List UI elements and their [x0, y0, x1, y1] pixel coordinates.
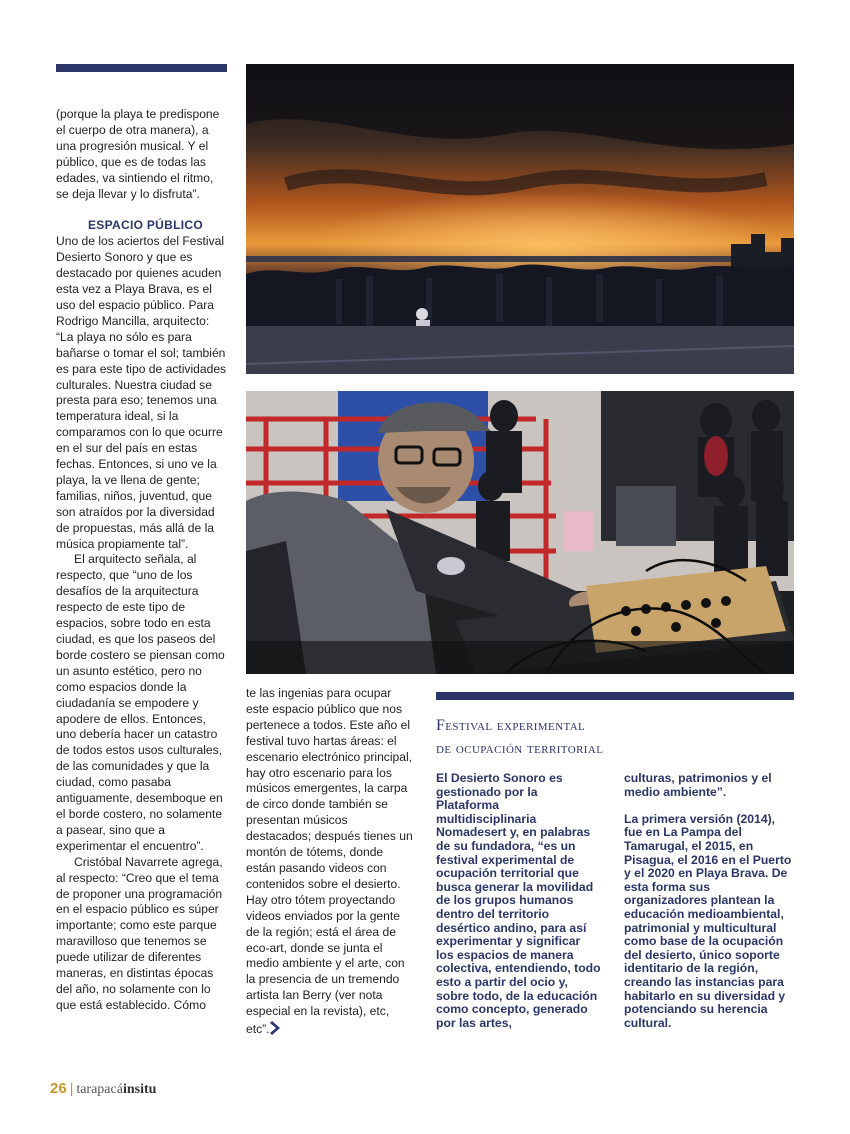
top-accent-bar — [56, 64, 227, 72]
footer-separator: | — [69, 1080, 74, 1096]
article-column-2 — [246, 686, 416, 1038]
sidebar-accent-bar — [436, 692, 794, 700]
article-column-1 — [56, 107, 228, 1014]
sidebar-left-text: El Desierto Sonoro es gestionado por la Plataforma multidisciplinaria Nomadesert y, en palabras de su fundadora, “es un festival experimental de ocupación territorial que busca generar la movilidad de los grupos humanos dentro del territorio desértico andino, para así experimentar y significar los espacios de manera colectiva, entendiendo, todo esto a partir del ocio y, sobre todo, de la educación como concepto, generado por las artes, — [436, 771, 601, 1030]
sidebar-column-right — [624, 772, 794, 1030]
page-number: 26 — [50, 1080, 67, 1097]
col1-paragraph-4: Cristóbal Navarrete agrega, al respecto: “Creo que el tema de proponer una programación en el espacio público es súper importante; como este parque maravilloso que tenemos se puede utilizar de diferentes maneras, en distintas épocas del año, no solamente con lo que está establecido. Cómo — [56, 854, 223, 1012]
magazine-name-part-1: tarapacá — [76, 1082, 123, 1097]
section-subhead-espacio-publico: ESPACIO PÚBLICO — [88, 218, 203, 233]
magazine-name — [76, 1082, 156, 1097]
col1-paragraph-1: (porque la playa te predispone el cuerpo de otra manera), a una progresión musical. Y el público, que es de todas las edades, va sintiendo el ritmo, se deja llevar y lo disfruta”. — [56, 107, 220, 201]
sidebar-title — [436, 714, 796, 760]
chevron-right-icon — [270, 1020, 284, 1036]
col2-paragraph-1 — [246, 686, 416, 1038]
col1-paragraph-2: Uno de los aciertos del Festival Desierto Sonoro y que es destacado por quienes acuden esta vez a Playa Brava, es el uso del espacio público. Para Rodrigo Mancilla, arquitecto: “La playa no sólo es para bañarse o tomar el sol; también es para este tipo de actividades culturales. Nuestra ciudad se presta para eso; tenemos una temperatura ideal, si la comparamos con lo que ocurre en el sur del país en estas fechas. Entonces, si uno ve la playa, la ve llena de gente; familias, niños, juventud, que son atraídos por la diversidad de propuestas, más allá de la música propiamente tal”. — [56, 234, 227, 551]
photo-sunset-crowd — [246, 64, 794, 374]
sidebar-right-paragraph-1: culturas, patrimonios y el medio ambiente”. — [624, 771, 772, 799]
magazine-name-part-2: insitu — [122, 1082, 157, 1097]
page-footer — [50, 1080, 156, 1098]
col2-paragraph-1-text: te las ingenias para ocupar este espacio público que nos pertenece a todos. Este año el festival tuvo hartas áreas: el escenario electrónico principal, hay otro escenario para los músicos emergentes, la carpa de circo donde también se presentan músicos destacados; después tienes un montón de tótems, donde están pasando videos con contenidos sobre el desierto. Hay otro tótem proyectando videos enviados por la gente de la región; está el área de eco-art, donde se junta el medio ambiente y el arte, con la presencia de un tremendo artista Ian Berry (ver nota especial en la revista), etc, etc”. — [246, 686, 413, 1037]
sidebar-title-line-1: Festival experimental — [436, 717, 586, 734]
sidebar-title-line-2: de ocupación territorial — [436, 740, 604, 757]
sidebar-column-left — [436, 772, 601, 1030]
sidebar-right-paragraph-2: La primera versión (2014), fue en La Pampa del Tamarugal, el 2015, en Pisagua, el 2016 en el Puerto y el 2020 en Playa Brava. De esta forma sus organizadores plantean la educación medioambiental, patrimonial y multicultural como base de la ocupación del desierto, único soporte identitario de la región, creando las instancias para habitarlo en su diversidad y potenciando su herencia cultural. — [624, 811, 792, 1030]
col1-paragraph-3: El arquitecto señala, al respecto, que “uno de los desafíos de la arquitectura respecto de este tipo de espacios, sobre todo en esta ciudad, es que los paseos del borde costero se piensan como un asunto estético, pero no como espacios donde la ciudadanía se empodere y apodere de ellos. Entonces, uno debería hacer un catastro de todos estos usos culturales, de las comunidades y que la ciudad, como pasaba antiguamente, desemboque en el borde costero, no solamente a pasear, sino que a experimentar el encuentro”. — [56, 552, 225, 853]
photo-musician-synth — [246, 391, 794, 674]
